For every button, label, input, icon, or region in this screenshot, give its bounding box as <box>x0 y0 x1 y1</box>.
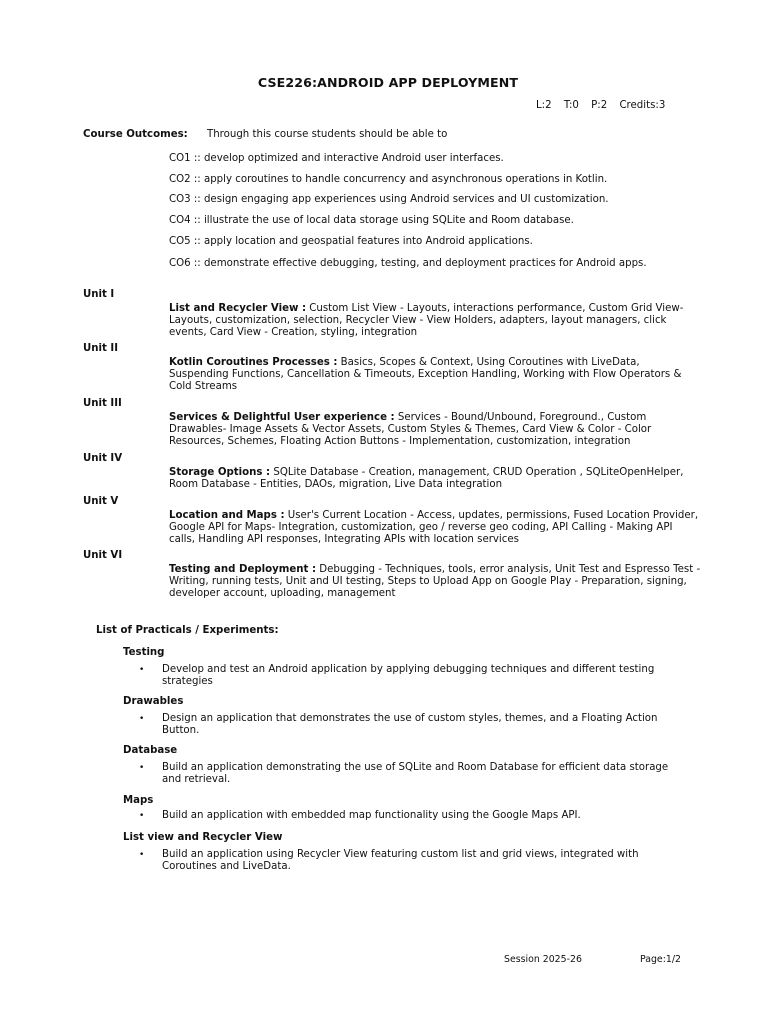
practical-item: Build an application using Recycler View featuring custom list and grid views, integrated with Coroutines and LiveData. <box>162 849 639 873</box>
unit-label: Unit VI <box>83 550 123 561</box>
course-outcomes-intro: Through this course students should be able to <box>207 129 448 140</box>
credit-count: Credits:3 <box>619 100 666 111</box>
practicals-heading: List of Practicals / Experiments: <box>96 625 279 636</box>
course-outcomes-label: Course Outcomes: <box>83 129 188 140</box>
unit-text: User's Current Location - Access, updates, permissions, Fused Location Provider, Google API for Maps- Integration, customization, geo / reverse geo coding, API Calling - Making API calls, Handling API responses, Integrating APIs with location services <box>169 510 699 546</box>
unit-text: Services - Bound/Unbound, Foreground., Custom Drawables- Image Assets & Vector Assets, Custom Styles & Themes, Card View & Color - Color Resources, Schemes, Floating Action Buttons - Implementation, customization, integration <box>169 412 652 448</box>
course-outcome-item: CO5 :: apply location and geospatial features into Android applications. <box>169 236 533 247</box>
unit-description <box>169 510 701 547</box>
unit-topic: Testing and Deployment : <box>169 564 317 575</box>
unit-label: Unit II <box>83 343 119 354</box>
unit-topic: Services & Delightful User experience : <box>169 412 395 423</box>
unit-label: Unit I <box>83 289 115 300</box>
unit-topic: Kotlin Coroutines Processes : <box>169 357 338 368</box>
unit-label: Unit V <box>83 496 119 507</box>
course-outcome-item: CO6 :: demonstrate effective debugging, testing, and deployment practices for Android apps. <box>169 258 647 269</box>
practical-item: Build an application demonstrating the use of SQLite and Room Database for efficient data storage and retrieval. <box>162 762 669 786</box>
unit-text: SQLite Database - Creation, management, CRUD Operation , SQLiteOpenHelper, Room Database - Entities, DAOs, migration, Live Data integration <box>169 467 684 491</box>
document-title: CSE226:ANDROID APP DEPLOYMENT <box>257 75 519 90</box>
unit-topic: Storage Options : <box>169 467 271 478</box>
unit-text: Debugging - Techniques, tools, error analysis, Unit Test and Espresso Test - Writing, running tests, Unit and UI testing, Steps to Upload App on Google Play - Preparation, signing, developer account, uploading, management <box>169 564 701 600</box>
unit-description <box>169 303 701 340</box>
unit-topic: Location and Maps : <box>169 510 285 521</box>
unit-description <box>169 412 701 449</box>
credits-line <box>536 100 674 112</box>
course-outcome-item: CO1 :: develop optimized and interactive Android user interfaces. <box>169 153 504 164</box>
unit-text: Basics, Scopes & Context, Using Coroutines with LiveData, Suspending Functions, Cancellation & Timeouts, Exception Handling, Working with Flow Operators & Cold Streams <box>169 357 682 393</box>
lecture-hours: L:2 <box>536 100 552 111</box>
practical-category: Drawables <box>123 696 184 707</box>
practical-hours: P:2 <box>591 100 608 111</box>
practical-category: Maps <box>123 795 154 806</box>
course-outcome-item: CO4 :: illustrate the use of local data storage using SQLite and Room database. <box>169 215 574 226</box>
unit-topic: List and Recycler View : <box>169 303 307 314</box>
unit-label: Unit IV <box>83 453 123 464</box>
course-outcome-item: CO3 :: design engaging app experiences using Android services and UI customization. <box>169 194 609 205</box>
unit-label: Unit III <box>83 398 122 409</box>
session-label: Session 2025-26 <box>504 954 582 965</box>
practical-category: Testing <box>123 647 165 658</box>
bullet-icon: • <box>139 665 145 675</box>
unit-text: Custom List View - Layouts, interactions performance, Custom Grid View-Layouts, customization, selection, Recycler View - View Holders, adapters, layout managers, click events, Card View - Creation, styling, integration <box>169 303 684 339</box>
page-number: Page:1/2 <box>640 954 681 965</box>
bullet-icon: • <box>139 763 145 773</box>
tutorial-hours: T:0 <box>563 100 579 111</box>
unit-description <box>169 467 701 491</box>
practical-item: Build an application with embedded map functionality using the Google Maps API. <box>162 810 581 821</box>
practical-category: Database <box>123 745 178 756</box>
bullet-icon: • <box>139 811 145 821</box>
practical-category: List view and Recycler View <box>123 832 283 843</box>
bullet-icon: • <box>139 714 145 724</box>
unit-description <box>169 357 701 394</box>
practical-item: Design an application that demonstrates the use of custom styles, themes, and a Floating Action Button. <box>162 713 658 737</box>
practical-item: Develop and test an Android application by applying debugging techniques and different testing strategies <box>162 664 655 688</box>
bullet-icon: • <box>139 850 145 860</box>
unit-description <box>169 564 701 601</box>
course-outcome-item: CO2 :: apply coroutines to handle concurrency and asynchronous operations in Kotlin. <box>169 174 608 185</box>
